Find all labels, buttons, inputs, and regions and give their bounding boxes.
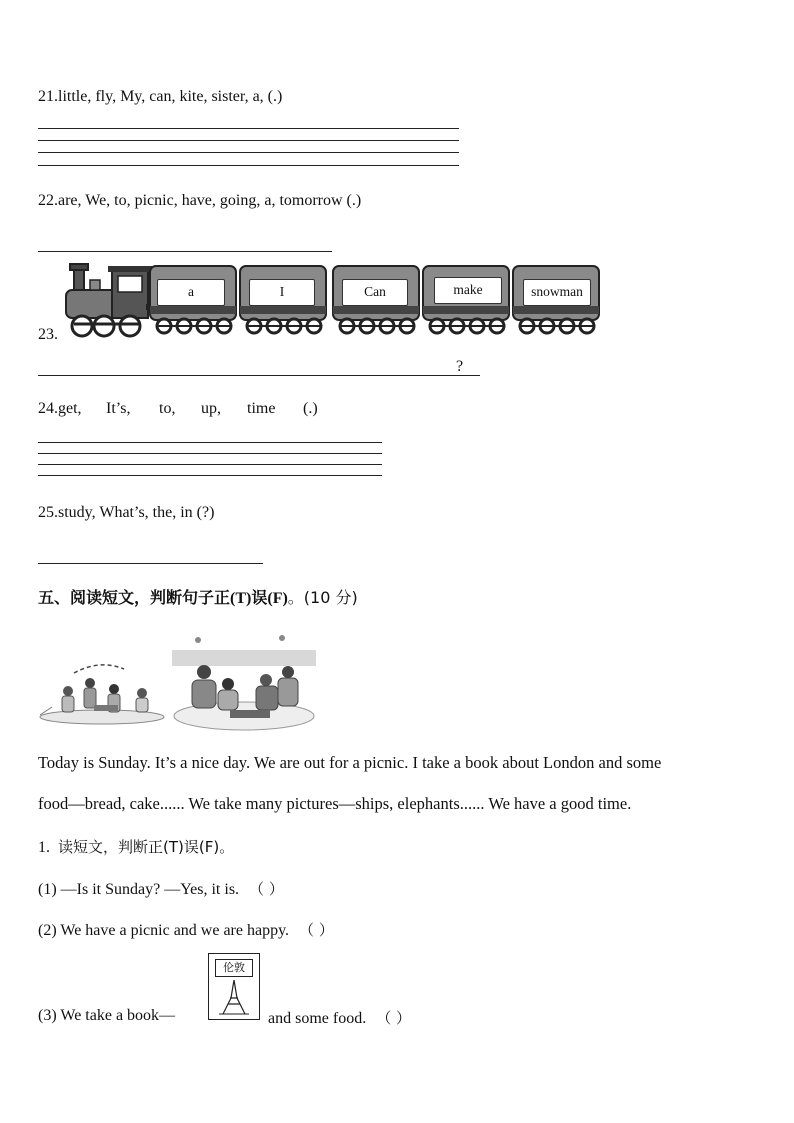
question-number: 23.	[38, 326, 58, 343]
answer-blank[interactable]: （ ）	[376, 1009, 411, 1027]
answer-blank[interactable]: （ ）	[299, 921, 334, 939]
london-book-icon	[208, 953, 260, 1020]
picnic-illustration-1	[38, 655, 166, 729]
item-label: (3)	[38, 1007, 57, 1024]
true-mark: (T)	[230, 590, 252, 607]
picnic-illustration-2	[170, 632, 318, 732]
word: up,	[201, 400, 221, 417]
car-word-card: make	[434, 277, 502, 304]
task-instruction-text: 读短文，判断正(T)误(F)。	[58, 838, 235, 856]
locomotive-icon	[66, 264, 152, 336]
question-21	[38, 88, 282, 106]
judge-item-2	[38, 919, 334, 940]
item-text: We have a picnic and we are happy.	[60, 922, 290, 939]
question-number: 21.	[38, 88, 58, 105]
section-title-middle: 误	[251, 588, 268, 607]
section-title	[38, 585, 358, 608]
question-22	[38, 192, 361, 210]
answer-line[interactable]	[38, 453, 382, 454]
judge-item-3-rest	[268, 1007, 411, 1028]
item-text-before: We take a book—	[60, 1007, 176, 1024]
answer-line[interactable]	[38, 152, 459, 153]
book-title: 伦敦	[215, 959, 253, 977]
judge-item-1	[38, 878, 284, 899]
car-word-card: snowman	[523, 279, 591, 306]
answer-line[interactable]	[38, 475, 382, 476]
question-25	[38, 504, 214, 522]
answer-blank[interactable]: （ ）	[249, 880, 284, 898]
question-words: little, fly, My, can, kite, sister, a, (.)	[58, 88, 283, 105]
word: (.)	[303, 400, 318, 417]
answer-line[interactable]	[38, 563, 263, 564]
answer-line[interactable]	[38, 375, 480, 376]
answer-line[interactable]	[38, 442, 382, 443]
passage-line-2: food—bread, cake...... We take many pictures—ships, elephants...... We have a good time.	[38, 794, 632, 813]
word: time	[247, 400, 276, 417]
task-instruction	[38, 836, 234, 857]
answer-line[interactable]	[38, 128, 459, 129]
false-mark: (F)	[267, 590, 288, 607]
word: It’s,	[106, 400, 131, 417]
item-label: (2)	[38, 922, 57, 939]
judge-item-3	[38, 1007, 175, 1025]
answer-line[interactable]	[38, 140, 459, 141]
eiffel-tower-icon	[217, 978, 251, 1016]
car-word-card: I	[249, 279, 315, 306]
task-number: 1.	[38, 839, 50, 856]
word: to,	[159, 400, 176, 417]
item-label: (1)	[38, 881, 57, 898]
answer-line[interactable]	[38, 464, 382, 465]
section-title-text: 五、阅读短文，判断句子正	[38, 588, 231, 607]
question-number: 22.	[38, 192, 58, 209]
question-number: 25.	[38, 504, 58, 521]
car-word-card: Can	[342, 279, 408, 306]
word: get,	[58, 400, 82, 417]
question-words: are, We, to, picnic, have, going, a, tomorrow (.)	[58, 192, 362, 209]
answer-line[interactable]	[38, 251, 332, 252]
answer-line[interactable]	[38, 165, 459, 166]
car-word-card: a	[157, 279, 225, 306]
item-text: —Is it Sunday? —Yes, it is.	[60, 881, 240, 898]
section-score: 。(10 分)	[287, 588, 358, 607]
question-number: 24.	[38, 400, 58, 417]
question-words: study, What’s, the, in (?)	[58, 504, 215, 521]
passage-line-1: Today is Sunday. It’s a nice day. We are out for a picnic. I take a book about London and some	[38, 753, 662, 772]
question-24	[38, 400, 318, 418]
question-end-mark: ?	[456, 358, 464, 375]
item-text-after: and some food.	[268, 1010, 367, 1027]
